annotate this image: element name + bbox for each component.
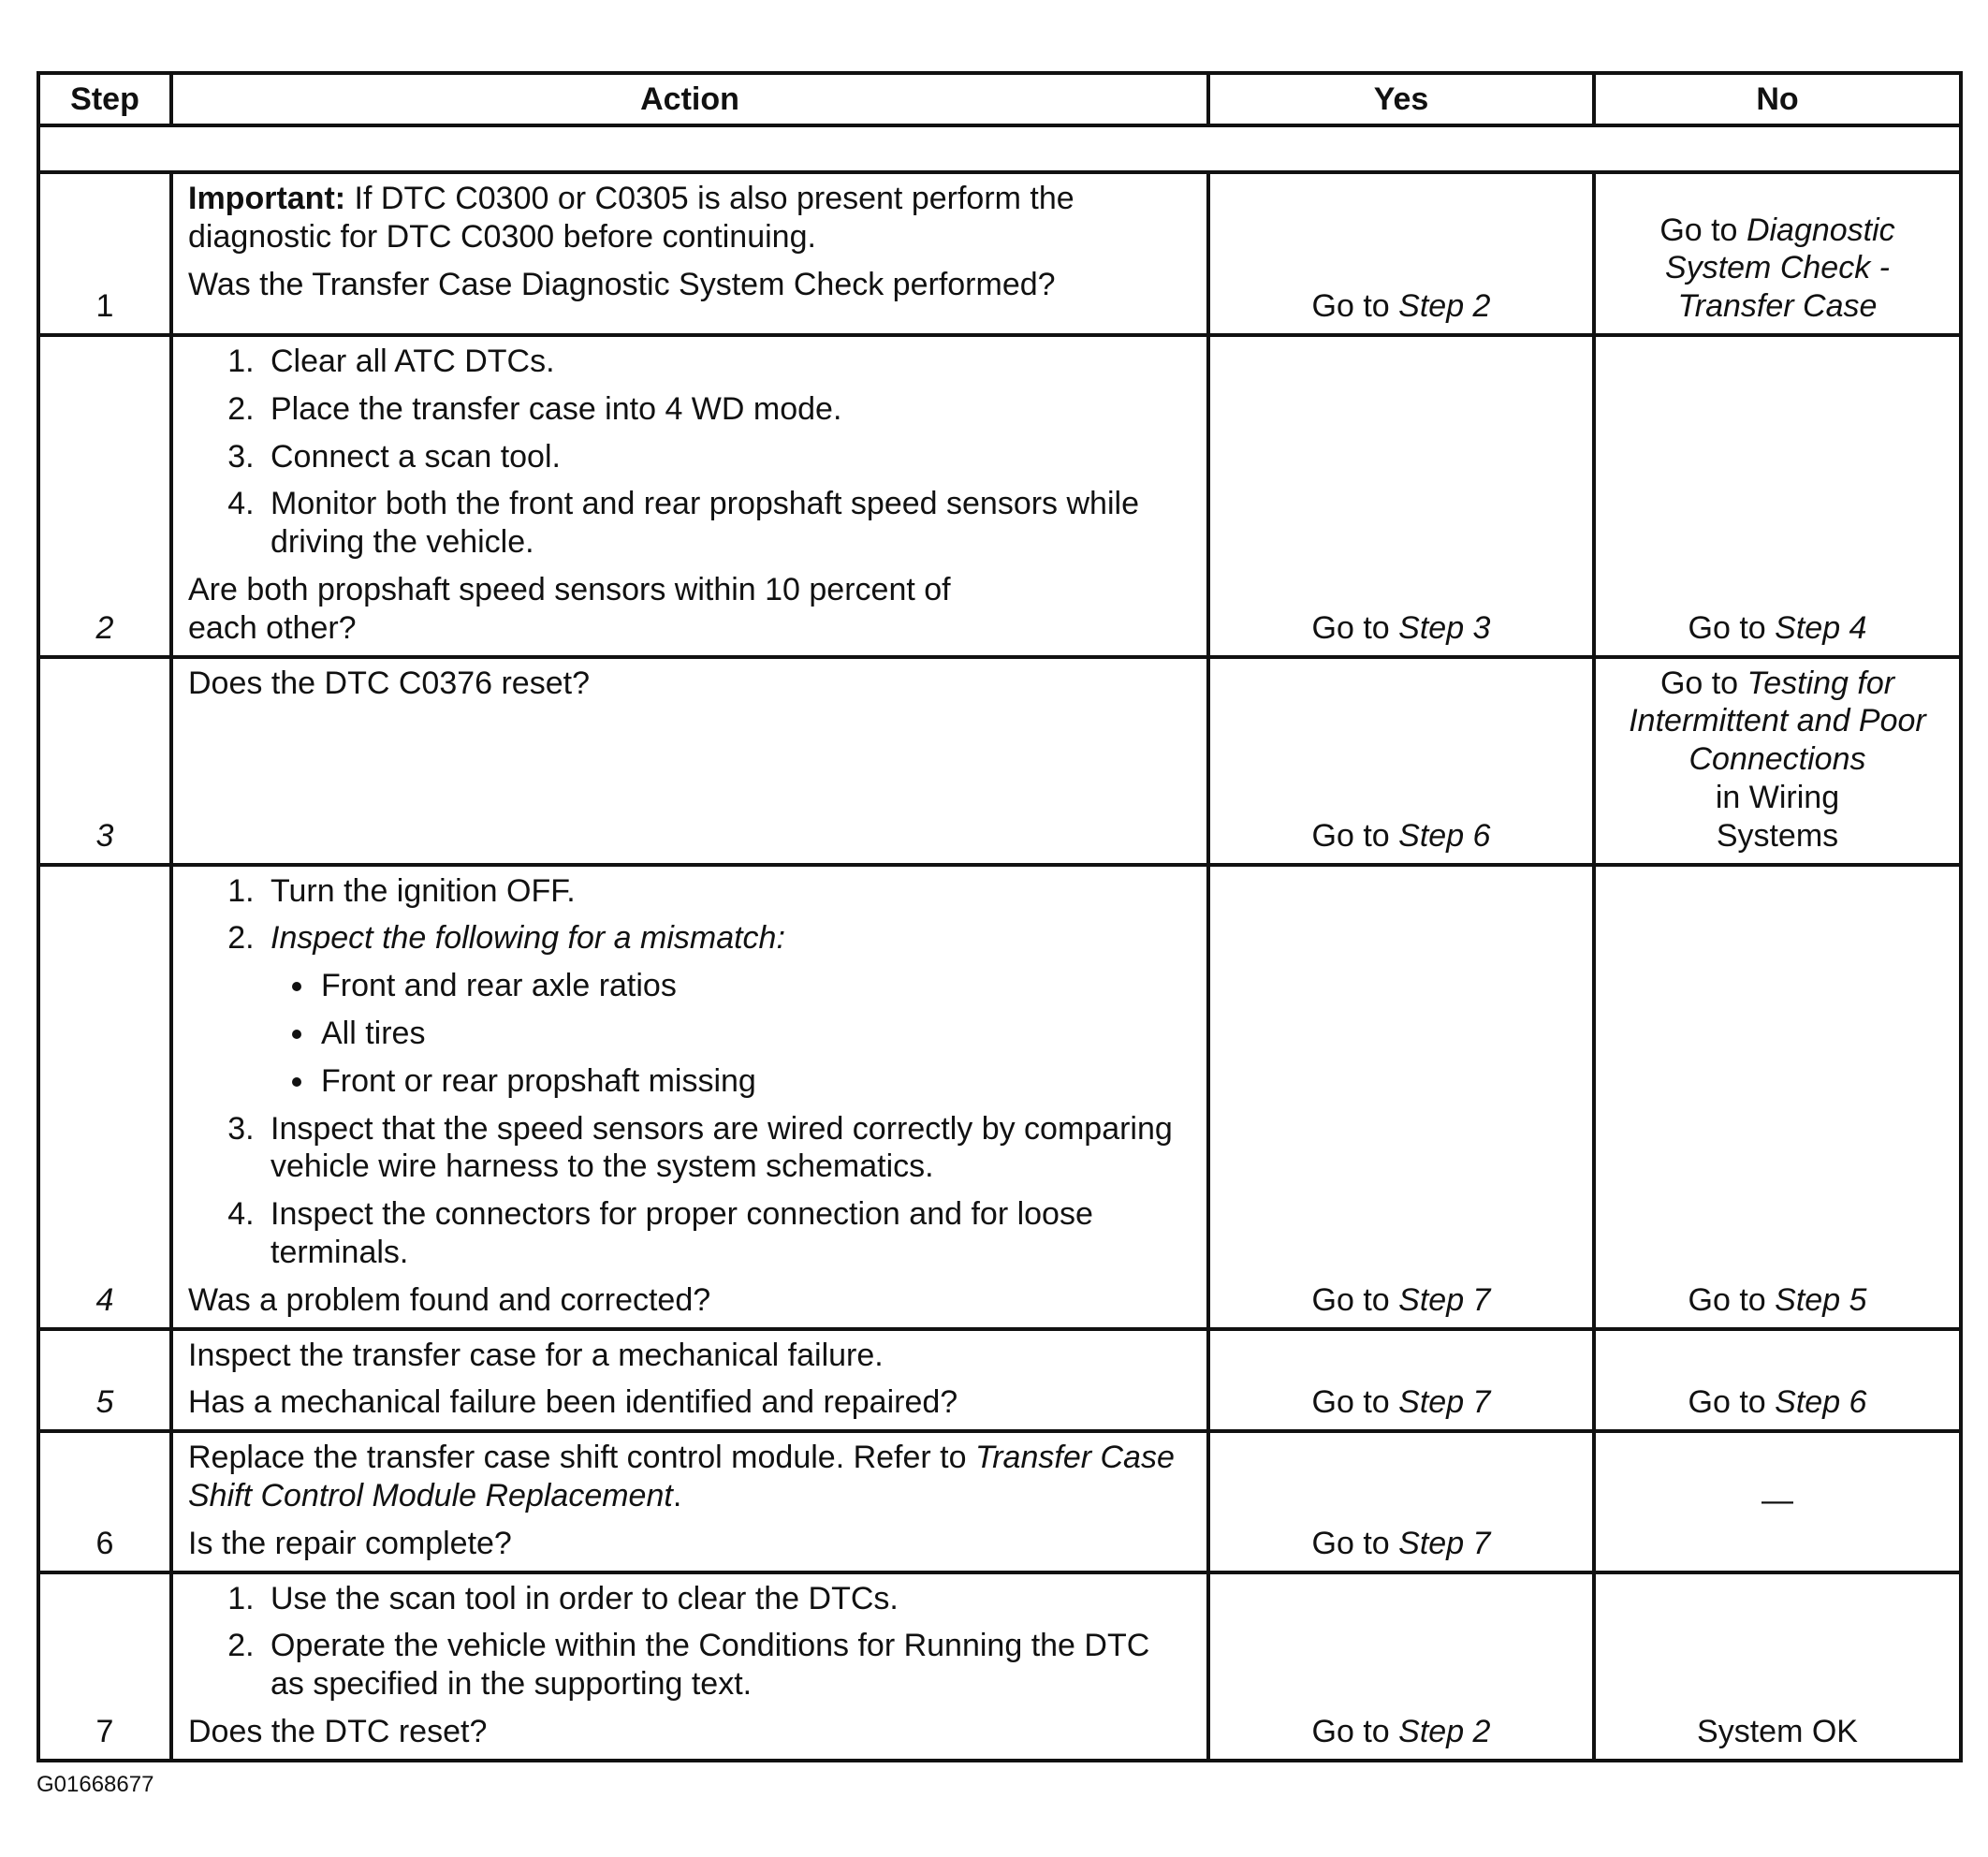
action-cell (171, 335, 1208, 657)
bullet-list (270, 967, 1191, 1100)
action-cell (171, 1431, 1208, 1572)
no-result-text: System OK (1697, 1713, 1858, 1749)
table-row (38, 865, 1961, 1329)
go-to-text: Go to (1311, 1281, 1390, 1318)
go-to-text: Go to (1311, 817, 1390, 854)
list-item-text: Inspect the following for a mismatch: (270, 920, 785, 957)
step-number: 2 (38, 335, 171, 657)
no-ref-link[interactable]: Transfer Case (1677, 288, 1878, 325)
spacer-row (38, 125, 1961, 172)
no-ref-link[interactable]: Intermittent and Poor (1629, 703, 1926, 739)
action-cell (171, 1329, 1208, 1432)
list-item (263, 919, 1191, 1100)
bullet-item: • All tires (317, 1015, 1191, 1053)
reference-link[interactable]: Transfer Case Shift Control Module Replacement (188, 1440, 1175, 1513)
bullet-item: • Front and rear axle ratios (317, 967, 1191, 1005)
yes-step-link[interactable]: Step 7 (1398, 1281, 1491, 1318)
go-to-text: Go to (1659, 212, 1738, 248)
yes-step-link[interactable]: Step 2 (1398, 1713, 1491, 1749)
list-item: 1. Clear all ATC DTCs. (263, 343, 1191, 381)
no-ref-text: Systems (1716, 817, 1839, 854)
list-item: 4. Monitor both the front and rear propshaft speed sensors while driving the vehicle. (263, 485, 1191, 562)
no-ref-link[interactable]: Diagnostic (1746, 212, 1895, 248)
question-text: Are both propshaft speed sensors within 10 percent of each other? (188, 571, 951, 646)
figure-id: G01668677 (37, 1772, 154, 1797)
action-text: Inspect the transfer case for a mechanical failure. (188, 1337, 884, 1373)
yes-cell (1208, 1572, 1594, 1761)
step-number: 4 (38, 865, 171, 1329)
question-text: Has a mechanical failure been identified and repaired? (188, 1384, 958, 1421)
no-cell (1594, 865, 1961, 1329)
list-item: 3. Connect a scan tool. (263, 438, 1191, 476)
action-text-start: Replace the transfer case shift control module. Refer to (188, 1440, 967, 1476)
no-cell (1594, 657, 1961, 865)
step-number: 7 (38, 1572, 171, 1761)
no-ref-link[interactable]: Connections (1688, 741, 1866, 778)
yes-step-link[interactable]: Step 7 (1398, 1384, 1491, 1421)
important-text: If DTC C0300 or C0305 is also present perform the diagnostic for DTC C0300 before continuing. (188, 181, 1074, 255)
list-item: 4. Inspect the connectors for proper connection and for loose terminals. (263, 1195, 1191, 1272)
go-to-text: Go to (1688, 1384, 1766, 1421)
important-note (188, 180, 1191, 256)
no-step-link[interactable]: Step 6 (1775, 1384, 1867, 1421)
list-item: 1. Turn the ignition OFF. (263, 872, 1191, 911)
go-to-text: Go to (1311, 1384, 1390, 1421)
go-to-text: Go to (1311, 609, 1390, 646)
header-row (38, 73, 1961, 125)
no-cell (1594, 1329, 1961, 1432)
yes-step-link[interactable]: Step 6 (1398, 817, 1491, 854)
spacer-cell (38, 125, 1961, 172)
step-number: 1 (38, 172, 171, 335)
procedure-list (188, 1580, 1191, 1703)
table-row (38, 172, 1961, 335)
table-row (38, 1431, 1961, 1572)
action-cell (171, 172, 1208, 335)
step-number: 6 (38, 1431, 171, 1572)
no-step-link[interactable]: Step 5 (1775, 1281, 1867, 1318)
yes-cell (1208, 335, 1594, 657)
yes-cell (1208, 865, 1594, 1329)
bullet-item: • Front or rear propshaft missing (317, 1062, 1191, 1101)
no-step-link[interactable]: Step 4 (1775, 609, 1867, 646)
no-dash: — (1761, 1482, 1793, 1518)
go-to-text: Go to (1311, 288, 1390, 325)
yes-step-link[interactable]: Step 2 (1398, 288, 1491, 325)
question-text: Was a problem found and corrected? (188, 1281, 711, 1318)
no-cell (1594, 1572, 1961, 1761)
list-item: 2. Operate the vehicle within the Conditions for Running the DTC as specified in the supporting text. (263, 1627, 1191, 1703)
action-text-end: . (672, 1477, 682, 1513)
question-text: Was the Transfer Case Diagnostic System Check performed? (188, 266, 1056, 302)
table-row (38, 657, 1961, 865)
question-text: Is the repair complete? (188, 1525, 512, 1561)
question-text: Does the DTC reset? (188, 1713, 488, 1749)
go-to-text: Go to (1311, 1525, 1390, 1561)
yes-cell (1208, 657, 1594, 865)
header-yes: Yes (1208, 73, 1594, 125)
action-cell (171, 865, 1208, 1329)
no-ref-link[interactable]: Testing for (1747, 665, 1895, 701)
go-to-text: Go to (1311, 1713, 1390, 1749)
list-item: 2. Place the transfer case into 4 WD mode. (263, 390, 1191, 429)
yes-cell (1208, 1329, 1594, 1432)
yes-step-link[interactable]: Step 3 (1398, 609, 1491, 646)
table-row (38, 1329, 1961, 1432)
action-text (188, 1439, 1191, 1515)
step-number: 3 (38, 657, 171, 865)
procedure-list (188, 872, 1191, 1272)
diagnostic-table (37, 71, 1963, 1762)
list-item: 3. Inspect that the speed sensors are wired correctly by comparing vehicle wire harness to the system schematics. (263, 1110, 1191, 1187)
question-text: Does the DTC C0376 reset? (188, 665, 590, 701)
go-to-text: Go to (1688, 609, 1766, 646)
procedure-list (188, 343, 1191, 562)
yes-cell (1208, 1431, 1594, 1572)
no-ref-text: in Wiring (1715, 779, 1840, 815)
header-no: No (1594, 73, 1961, 125)
go-to-text: Go to (1659, 665, 1739, 701)
table-row (38, 335, 1961, 657)
no-cell (1594, 335, 1961, 657)
header-step: Step (38, 73, 171, 125)
go-to-text: Go to (1688, 1281, 1766, 1318)
step-number: 5 (38, 1329, 171, 1432)
action-cell (171, 657, 1208, 865)
table-row (38, 1572, 1961, 1761)
action-cell (171, 1572, 1208, 1761)
yes-cell (1208, 172, 1594, 335)
no-ref-link[interactable]: System Check - (1665, 250, 1890, 286)
important-label: Important: (188, 181, 346, 216)
header-action: Action (171, 73, 1208, 125)
no-cell (1594, 172, 1961, 335)
yes-step-link[interactable]: Step 7 (1398, 1525, 1491, 1561)
list-item: 1. Use the scan tool in order to clear the DTCs. (263, 1580, 1191, 1618)
no-cell (1594, 1431, 1961, 1572)
